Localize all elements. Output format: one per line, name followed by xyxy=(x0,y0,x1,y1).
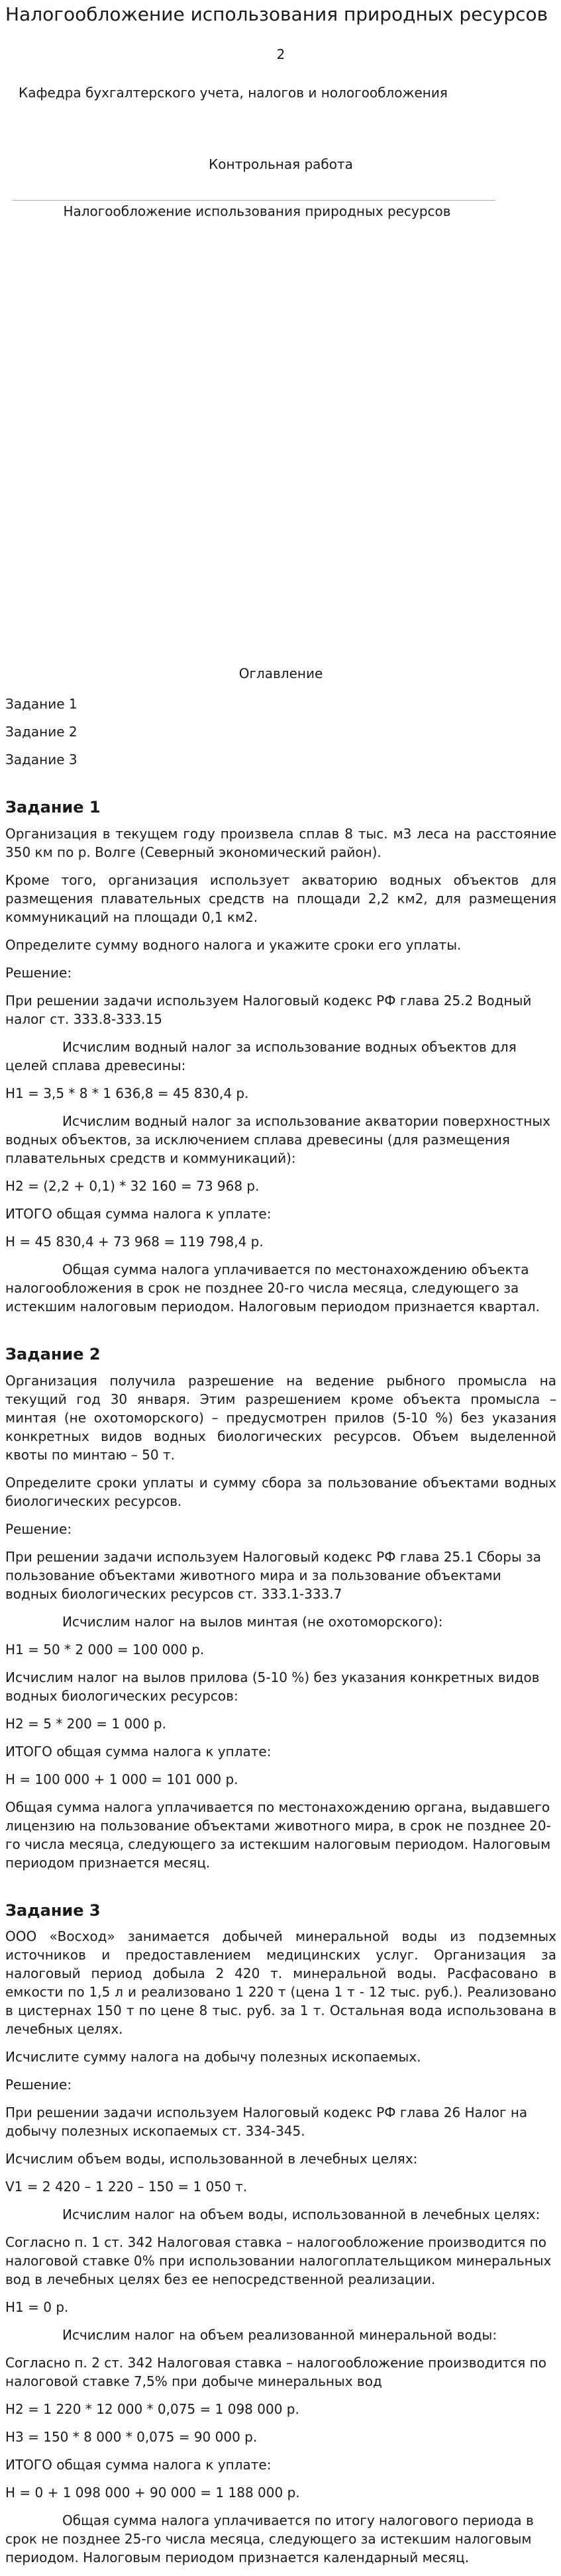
task3-formula-h1: Н1 = 0 р. xyxy=(5,2299,69,2316)
task3-rate-note: Согласно п. 1 ст. 342 Налоговая ставка – налогообложение производится по налоговой ставке 0% при использовании налогоплательщиком минеральных вод в лечебных целях без ее непосредственной реализации. xyxy=(5,2234,552,2288)
task2-heading: Задание 2 xyxy=(5,1344,101,1363)
task1-step: Исчислим водный налог за использование акватории поверхностных водных объектов, за исключением сплава древесины (для размещения плавательных средств и коммуникаций): xyxy=(5,1113,550,1166)
task3-formula-v1: V1 = 2 420 – 1 220 – 150 = 1 050 т. xyxy=(5,2179,248,2195)
task2-solution-label: Решение: xyxy=(5,1520,72,1537)
task2-step: Исчислим налог на вылов прилова (5-10 %) без указания конкретных видов водных биологических ресурсов: xyxy=(5,1669,540,1704)
task1-heading: Задание 1 xyxy=(5,798,101,817)
toc-item-task3[interactable]: Задание 3 xyxy=(5,752,77,768)
task1-legal-basis: При решении задачи используем Налоговый кодекс РФ глава 25.2 Водный налог ст. 333.8-333.15 xyxy=(5,992,532,1027)
document-title: Налогообложение использования природных ресурсов xyxy=(5,3,548,25)
toc-title: Оглавление xyxy=(238,666,323,682)
task2-formula-total: Н = 100 000 + 1 000 = 101 000 р. xyxy=(5,1771,238,1787)
work-type: Контрольная работа xyxy=(209,156,353,173)
task1-conclusion: Общая сумма налога уплачивается по местонахождению объекта налогообложения в срок не позднее 20-го числа месяца, следующего за истекшим налоговым периодом. Налоговым периодом признается квартал. xyxy=(5,1261,540,1314)
task2-section xyxy=(5,1344,556,1872)
task2-step: Исчислим налог на вылов минтая (не охотоморского): xyxy=(62,1613,443,1630)
task3-formula-total: Н = 0 + 1 098 000 + 90 000 = 1 188 000 р. xyxy=(5,2485,300,2501)
task3-step: Исчислим объем воды, использованной в лечебных целях: xyxy=(5,2151,418,2167)
toc-item-task2[interactable]: Задание 2 xyxy=(5,724,77,740)
task3-step: Исчислим налог на объем воды, использованной в лечебных целях: xyxy=(62,2206,540,2223)
task1-formula-total: Н = 45 830,4 + 73 968 = 119 798,4 р. xyxy=(5,1233,264,1250)
task3-condition: ООО «Восход» занимается добычей минеральной воды из подземных источников и предоставлением медицинских услуг. Организация за налоговый период добыла 2 420 т. минеральной воды. Расфасовано в емкости по 1,5 л и реализовано 1 220 т (цена 1 т - 12 тыс. руб.). Реализовано в цистернах 150 т по цене 8 тыс. руб. за 1 т. Остальная вода использована в лечебных целях. xyxy=(5,1928,556,2038)
task2-formula-h2: Н2 = 5 * 200 = 1 000 р. xyxy=(5,1715,166,1732)
task3-formula-h2: Н2 = 1 220 * 12 000 * 0,075 = 1 098 000 р. xyxy=(5,2401,299,2418)
department-line: Кафедра бухгалтерского учета, налогов и нологообложения xyxy=(19,85,448,101)
task2-conclusion: Общая сумма налога уплачивается по местонахождению органа, выдавшего лицензию на пользование объектами животного мира, в срок не позднее 20-го числа месяца, следующего за истекшим налоговым периодом. Налоговым периодом признается месяц. xyxy=(5,1799,551,1871)
task1-solution-label: Решение: xyxy=(5,964,72,981)
task1-question: Определите сумму водного налога и укажите сроки его уплаты. xyxy=(5,936,462,953)
task1-condition-2: Кроме того, организация использует акваторию водных объектов для размещения плавательных средств на площади 2,2 км2, для размещения коммуникаций на площади 0,1 км2. xyxy=(5,871,556,925)
task2-question: Определите сроки уплаты и сумму сбора за пользование объектами водных биологических ресурсов. xyxy=(5,1474,556,1509)
task2-condition: Организация получила разрешение на ведение рыбного промысла на текущий год 30 января. Этим разрешением кроме объекта промысла – минтая (не охотоморского) – предусмотрен прилов (5-10 %) без указания конкретных видов водных биологических ресурсов. Объем выделенной квоты по минтаю – 50 т. xyxy=(5,1372,556,1463)
task3-question: Исчислите сумму налога на добычу полезных ископаемых. xyxy=(5,2049,421,2065)
task1-step: Исчислим водный налог за использование водных объектов для целей сплава древесины: xyxy=(5,1038,517,1073)
divider xyxy=(12,200,495,201)
task3-legal-basis: При решении задачи используем Налоговый кодекс РФ глава 26 Налог на добычу полезных ископаемых ст. 334-345. xyxy=(5,2105,528,2140)
task1-total-label: ИТОГО общая сумма налога к уплате: xyxy=(5,1205,272,1222)
task1-formula-h1: Н1 = 3,5 * 8 * 1 636,8 = 45 830,4 р. xyxy=(5,1085,249,1101)
page-number: 2 xyxy=(276,46,285,63)
task3-heading: Задание 3 xyxy=(5,1901,101,1920)
document-page xyxy=(5,0,556,2576)
task3-total-label: ИТОГО общая сумма налога к уплате: xyxy=(5,2457,272,2473)
task3-formula-h3: Н3 = 150 * 8 000 * 0,075 = 90 000 р. xyxy=(5,2429,258,2446)
task1-formula-h2: Н2 = (2,2 + 0,1) * 32 160 = 73 968 р. xyxy=(5,1177,260,1194)
task3-step: Исчислим налог на объем реализованной минеральной воды: xyxy=(62,2327,497,2344)
task2-formula-h1: Н1 = 50 * 2 000 = 100 000 р. xyxy=(5,1641,205,1658)
work-topic: Налогообложение использования природных ресурсов xyxy=(63,203,451,220)
task3-rate-note: Согласно п. 2 ст. 342 Налоговая ставка – налогообложение производится по налоговой ставке 7,5% при добыче минеральных вод xyxy=(5,2355,546,2390)
task2-total-label: ИТОГО общая сумма налога к уплате: xyxy=(5,1743,272,1759)
toc-item-task1[interactable]: Задание 1 xyxy=(5,696,77,713)
table-of-contents xyxy=(5,695,556,769)
task2-legal-basis: При решении задачи используем Налоговый кодекс РФ глава 25.1 Сборы за пользование объектами животного мира и за пользование объектами водных биологических ресурсов ст. 333.1-333.7 xyxy=(5,1548,541,1602)
task3-conclusion: Общая сумма налога уплачивается по итогу налогового периода в срок не позднее 25-го числа месяца, следующего за истекшим налоговым периодом. Налоговым периодом признается календарный месяц. xyxy=(5,2512,534,2566)
task1-section xyxy=(5,797,556,1316)
task3-section xyxy=(5,1900,556,2567)
task3-solution-label: Решение: xyxy=(5,2077,72,2093)
task1-condition: Организация в текущем году произвела сплав 8 тыс. м3 леса на расстояние 350 км по р. Волге (Северный экономический район). xyxy=(5,825,556,860)
